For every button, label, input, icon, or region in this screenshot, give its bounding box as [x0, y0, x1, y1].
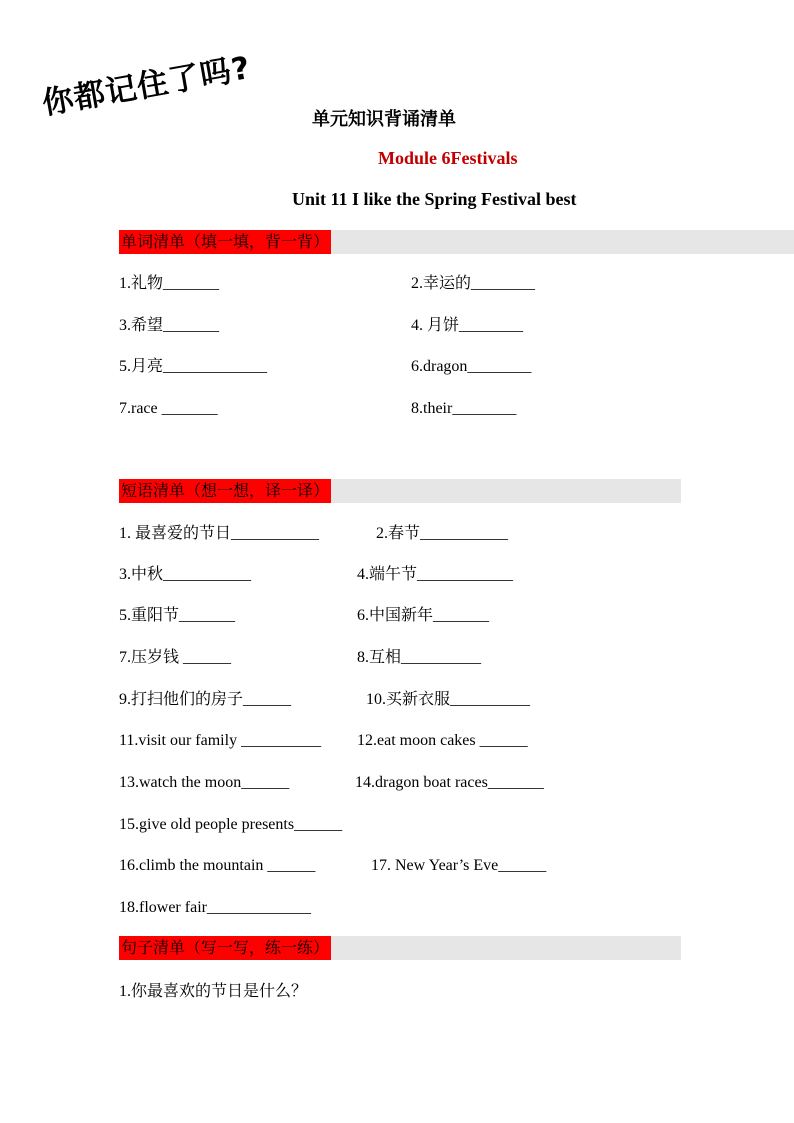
phrase-item: 17. New Year’s Eve______ — [371, 857, 547, 874]
module-title: Module 6Festivals — [378, 148, 518, 168]
words-section-bar — [119, 230, 794, 254]
phrase-item: 9.打扫他们的房子______ — [119, 691, 292, 708]
phrase-item: 15.give old people presents______ — [119, 816, 343, 833]
phrase-item: 8.互相__________ — [357, 649, 482, 666]
stamp-heading: 你都记住了吗? — [39, 49, 254, 123]
phrase-item: 11.visit our family __________ — [119, 732, 322, 749]
sentences-section-bar — [119, 936, 681, 960]
word-item: 2.幸运的________ — [411, 275, 536, 292]
phrase-item: 16.climb the mountain ______ — [119, 857, 316, 874]
phrase-item: 1. 最喜爱的节日___________ — [119, 525, 320, 542]
phrase-item: 5.重阳节_______ — [119, 607, 236, 624]
sentences-section-label: 句子清单（写一写，练一练） — [119, 936, 331, 960]
phrase-item: 12.eat moon cakes ______ — [357, 732, 528, 749]
phrase-item: 14.dragon boat races_______ — [355, 774, 544, 791]
word-item: 8.their________ — [411, 400, 517, 417]
phrase-item: 13.watch the moon______ — [119, 774, 290, 791]
phrase-item: 3.中秋___________ — [119, 566, 252, 583]
word-item: 5.月亮_____________ — [119, 358, 268, 375]
word-item: 7.race _______ — [119, 400, 218, 417]
phrase-item: 4.端午节____________ — [357, 566, 514, 583]
phrases-section-bar — [119, 479, 681, 503]
word-item: 4. 月饼________ — [411, 317, 524, 334]
words-section-label: 单词清单（填一填，背一背） — [119, 230, 331, 254]
phrase-item: 6.中国新年_______ — [357, 607, 490, 624]
word-item: 3.希望_______ — [119, 317, 220, 334]
unit-title: Unit 11 I like the Spring Festival best — [292, 189, 577, 209]
sentence-item: 1.你最喜欢的节日是什么？ — [119, 983, 308, 1000]
phrase-item: 18.flower fair_____________ — [119, 899, 311, 916]
phrase-item: 2.春节___________ — [376, 525, 509, 542]
page-title: 单元知识背诵清单 — [312, 109, 456, 130]
phrases-section-label: 短语清单（想一想，译一译） — [119, 479, 331, 503]
word-item: 1.礼物_______ — [119, 275, 220, 292]
phrase-item: 10.买新衣服__________ — [366, 691, 531, 708]
word-item: 6.dragon________ — [411, 358, 532, 375]
phrase-item: 7.压岁钱 ______ — [119, 649, 232, 666]
